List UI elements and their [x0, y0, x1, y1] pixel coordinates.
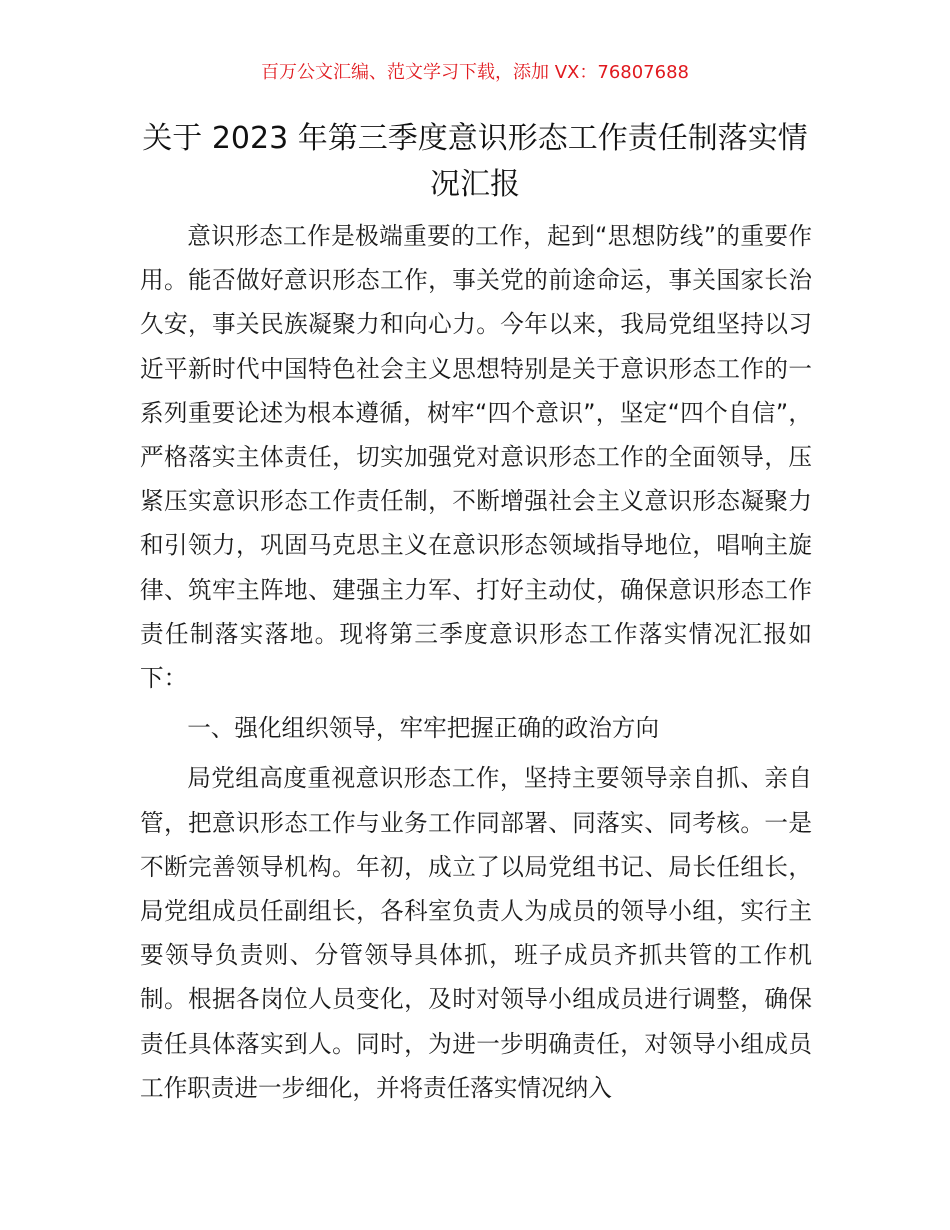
- document-body: [140, 214, 812, 1110]
- paragraph-intro: 意识形态工作是极端重要的工作，起到“思想防线”的重要作用。能否做好意识形态工作，事关党的前途命运，事关国家长治久安，事关民族凝聚力和向心力。今年以来，我局党组坚持以习近平新时代中国特色社会主义思想特别是关于意识形态工作的一系列重要论述为根本遵循，树牢“四个意识”，坚定“四个自信”，严格落实主体责任，切实加强党对意识形态工作的全面领导，压紧压实意识形态工作责任制，不断增强社会主义意识形态凝聚力和引领力，巩固马克思主义在意识形态领域指导地位，唱响主旋律、筑牢主阵地、建强主力军、打好主动仗，确保意识形态工作责任制落实落地。现将第三季度意识形态工作落实情况汇报如下：: [140, 222, 812, 693]
- watermark-header: 百万公文汇编、范文学习下载，添加 VX：76807688: [261, 62, 689, 83]
- section-heading-1: 一、强化组织领导，牢牢把握正确的政治方向: [187, 714, 660, 743]
- document-title: 关于 2023 年第三季度意识形态工作责任制落实情况汇报: [142, 121, 808, 202]
- paragraph-section-1: 局党组高度重视意识形态工作，坚持主要领导亲自抓、亲自管，把意识形态工作与业务工作同部署、同落实、同考核。一是不断完善领导机构。年初，成立了以局党组书记、局长任组长，局党组成员任副组长，各科室负责人为成员的领导小组，实行主要领导负责则、分管领导具体抓，班子成员齐抓共管的工作机制。根据各岗位人员变化，及时对领导小组成员进行调整，确保责任具体落实到人。同时，为进一步明确责任，对领导小组成员工作职责进一步细化，并将责任落实情况纳入: [140, 764, 812, 1102]
